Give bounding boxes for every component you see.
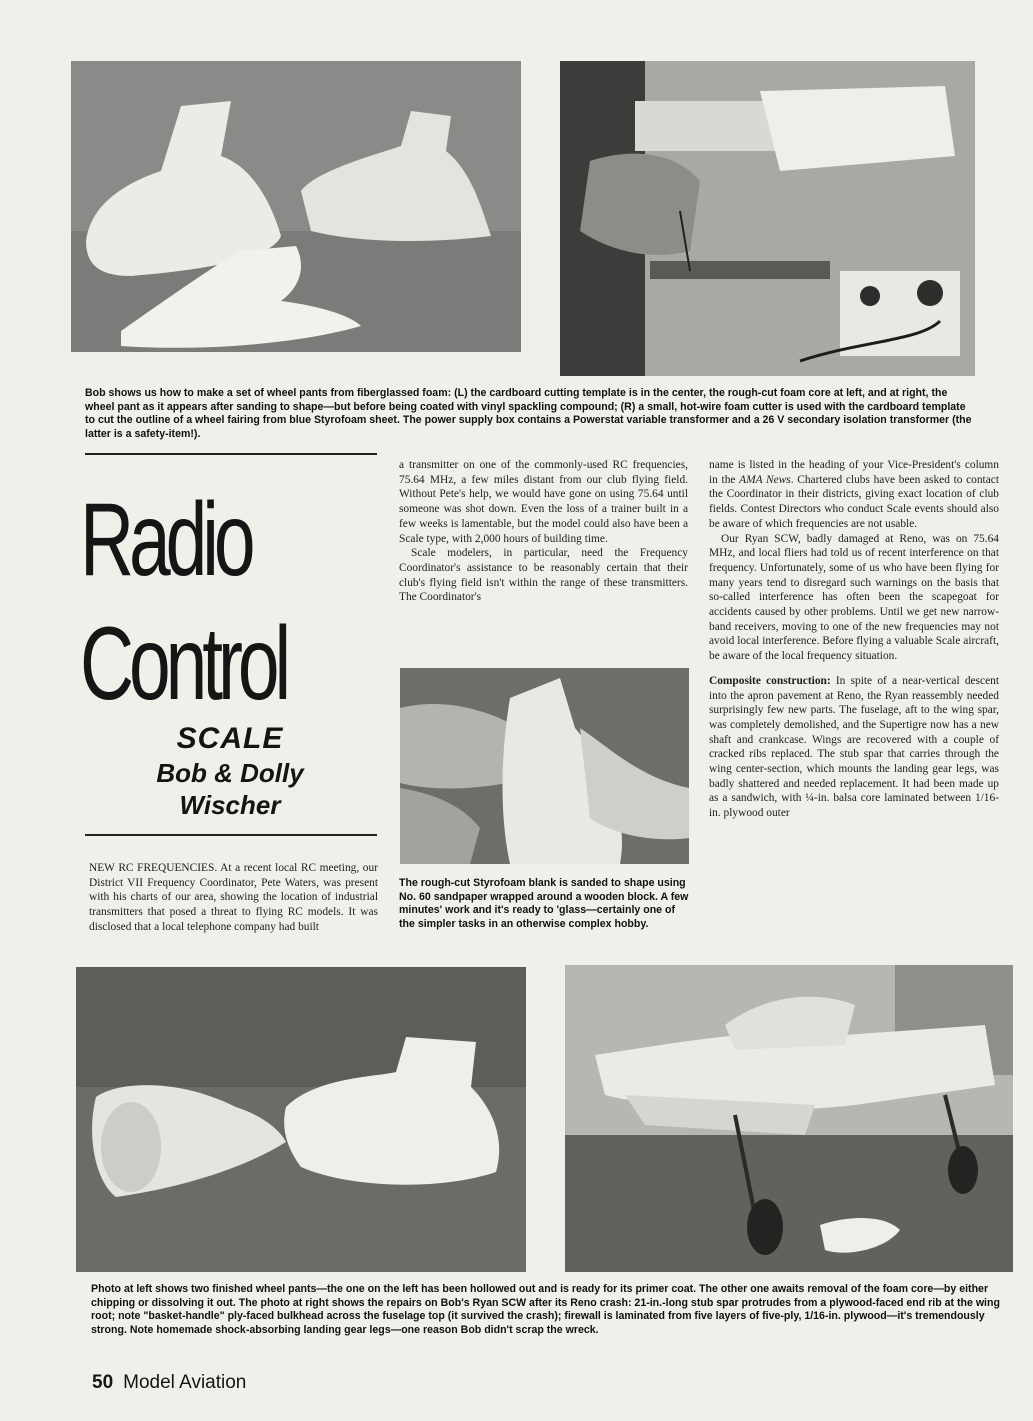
paragraph (709, 458, 999, 532)
photo-sanding-styrofoam-blank (400, 668, 689, 864)
author-byline-line2: Wischer (179, 790, 281, 820)
photo-ryan-scw-repairs (565, 965, 1013, 1272)
paragraph: Our Ryan SCW, badly damaged at Reno, was on 75.64 MHz, and local fliers had told us of recent interference on that frequency. Unfortunately, some of us who have been flying for many years tend to disregard such warnings on the basis that so-called interference has often been the scapegoat for accidents caused by other problems. Until we get new narrow-band receivers, moving to one of the new frequencies may not avoid local interference. Before flying a valuable Scale aircraft, be aware of the local frequency situation. (709, 532, 999, 663)
page-number: 50 (92, 1372, 114, 1393)
photo-foam-wheel-pant-pieces (71, 61, 521, 352)
caption-divider-rule (85, 453, 377, 455)
text-run: . Chartered clubs have been asked to contact the Coordinator in their districts, giving exact location of club fields. Contest Directors who conduct Scale events should also be aware of which frequencies are not usable. (709, 473, 1000, 530)
magazine-name: AMA News (739, 473, 791, 486)
photo-finished-wheel-pants (76, 967, 526, 1272)
paragraph: NEW RC FREQUENCIES. At a recent local RC meeting, our District VII Frequency Coordinator, Pete Waters, was present with his charts of our area, showing the location of industrial transmitters that posed a threat to flying RC models. It was disclosed that a local telephone company had built (89, 862, 378, 933)
title-bottom-rule (85, 834, 377, 836)
section-label-scale: SCALE (176, 722, 284, 755)
title-control: Control (80, 606, 287, 722)
article-column-1 (89, 861, 378, 935)
paragraph (709, 674, 999, 821)
run-in-heading: Composite construction: (709, 674, 831, 687)
middle-photo-caption: The rough-cut Styrofoam blank is sanded to shape using No. 60 sandpaper wrapped around a wooden block. A few minutes' work and it's ready to 'glass—certainly one of the simpler tasks in an otherwise complex hobby. (399, 877, 689, 930)
title-radio: Radio (80, 482, 251, 598)
bottom-photo-caption: Photo at left shows two finished wheel pants—the one on the left has been hollowed out and is ready for its primer coat. The other one awaits removal of the foam core—by either chipping or dissolving it out. The photo at right shows the repairs on Bob's Ryan SCW after its Reno crash: 21-in.-long stub spar protrudes from a plywood-faced end rib at the wing root; note "basket-handle" ply-faced bulkhead across the fuselage top (it survived the crash); firewall is laminated from five layers of five-ply, 1/16-in. plywood—it's tremendously strong. Note homemade shock-absorbing landing gear legs—one reason Bob didn't scrap the wreck. (91, 1283, 1000, 1336)
author-byline-line1: Bob & Dolly (156, 758, 304, 788)
page-footer (92, 1372, 246, 1394)
paragraph: a transmitter on one of the commonly-used RC frequencies, 75.64 MHz, a few miles distant from our club flying field. Without Pete's help, we would have gone on using 75.64 until someone was shot down. Even the loss of a trainer built in a few weeks is lamentable, but the model could also have been a Scale type, with 2,000 hours of building time. (399, 459, 688, 545)
text-run: name is listed in the heading of your Vice-President's column in the (709, 459, 999, 486)
top-photo-caption: Bob shows us how to make a set of wheel pants from fiberglassed foam: (L) the cardboard cutting template is in the center, the rough-cut foam core at left, and at right, the wheel pant as it appears after sanding to shape—but before being coated with vinyl spackling compound; (R) a small, hot-wire foam cutter is used with the cardboard template to cut the outline of a wheel fairing from blue Styrofoam sheet. The power supply box contains a Powerstat variable transformer and a 26 V secondary isolation transformer (the latter is a safety-item!). (85, 387, 972, 440)
article-column-3 (709, 458, 999, 821)
article-column-2 (399, 458, 688, 605)
magazine-title: Model Aviation (123, 1372, 247, 1393)
photo-hot-wire-foam-cutter (560, 61, 975, 376)
paragraph: Scale modelers, in particular, need the Frequency Coordinator's assistance to be reasonably certain that their club's flying field isn't within the range of these transmitters. The Coordinator's (399, 547, 688, 604)
text-run: In spite of a near-vertical descent into the apron pavement at Reno, the Ryan reassembly needed surprisingly few new parts. The fuselage, aft to the wing spar, was completely demolished, and the Supertigre now has a new shaft and crankcase. Wings are recovered with a couple of cracked ribs replaced. The stub spar that carries through the wing center-section, which mounts the landing gear legs, was badly shattered and needed replacement. It had been made up as a sandwich, with ¼-in. balsa core laminated between 1/16-in. plywood outer (709, 674, 999, 820)
